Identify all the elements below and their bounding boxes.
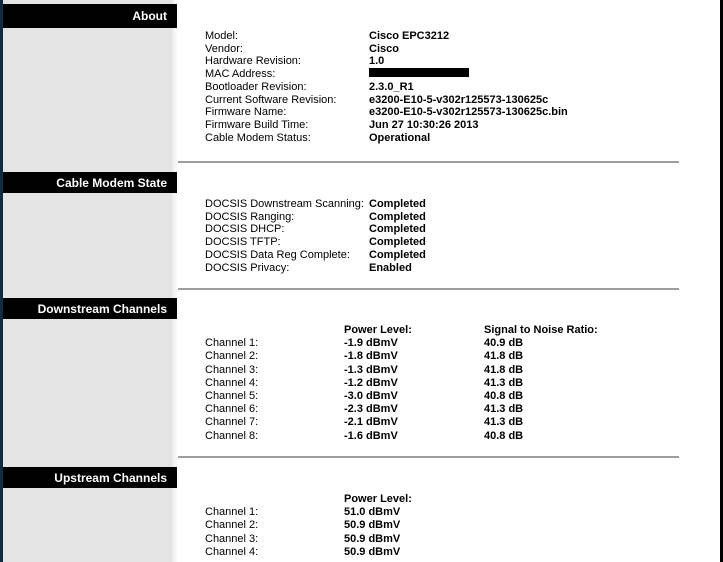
section-separator bbox=[178, 288, 679, 290]
field-label: Current Software Revision: bbox=[205, 93, 337, 106]
field-value: Completed bbox=[369, 198, 426, 210]
kv-row bbox=[205, 106, 568, 119]
downstream-channels-section bbox=[205, 324, 598, 443]
channel-snr-value: 41.3 dB bbox=[484, 403, 524, 416]
power-level-header: Power Level: bbox=[344, 493, 412, 505]
section-separator bbox=[178, 161, 679, 163]
channel-label: Channel 1: bbox=[205, 337, 259, 350]
channel-snr-value: 41.3 dB bbox=[484, 376, 524, 389]
field-value: e3200-E10-5-v302r125573-130625c bbox=[369, 93, 549, 106]
channel-label: Channel 4: bbox=[205, 376, 259, 389]
field-value: e3200-E10-5-v302r125573-130625c.bin bbox=[369, 106, 568, 119]
field-label: Firmware Build Time: bbox=[205, 118, 309, 131]
channel-power-value: -2.3 dBmV bbox=[344, 403, 398, 416]
kv-row bbox=[205, 211, 426, 224]
field-label: DOCSIS DHCP: bbox=[205, 223, 285, 236]
cable-modem-state-section bbox=[205, 198, 426, 274]
field-value: 1.0 bbox=[369, 55, 385, 68]
channel-snr-value: 40.9 dB bbox=[484, 337, 524, 350]
channel-snr-value: 41.8 dB bbox=[484, 350, 524, 363]
snr-header: Signal to Noise Ratio: bbox=[484, 324, 598, 336]
downstream-rows bbox=[205, 337, 598, 443]
field-value: Completed bbox=[369, 223, 426, 236]
field-label: Bootloader Revision: bbox=[205, 80, 307, 93]
section-header-about: About bbox=[3, 4, 177, 28]
section-header-cable-modem-state: Cable Modem State bbox=[3, 172, 177, 193]
kv-row bbox=[205, 119, 568, 132]
about-section bbox=[205, 30, 568, 144]
table-header-row bbox=[205, 493, 484, 506]
table-row bbox=[205, 533, 484, 546]
table-row bbox=[205, 430, 598, 443]
table-row bbox=[205, 546, 484, 559]
kv-row bbox=[205, 94, 568, 107]
upstream-channels-section bbox=[205, 493, 484, 559]
channel-label: Channel 7: bbox=[205, 416, 259, 429]
channel-label: Channel 3: bbox=[205, 532, 259, 545]
section-header-upstream-channels: Upstream Channels bbox=[3, 467, 177, 488]
field-label: Model: bbox=[205, 30, 239, 42]
field-label: DOCSIS Downstream Scanning: bbox=[205, 198, 364, 210]
channel-power-value: 50.9 dBmV bbox=[344, 532, 401, 545]
field-label: DOCSIS Privacy: bbox=[205, 261, 290, 274]
kv-row bbox=[205, 55, 568, 68]
section-separator bbox=[178, 456, 679, 458]
channel-power-value: -1.9 dBmV bbox=[344, 337, 398, 350]
channel-snr-value: 41.3 dB bbox=[484, 416, 524, 429]
channel-power-value: 51.0 dBmV bbox=[344, 506, 401, 519]
channel-label: Channel 1: bbox=[205, 506, 259, 519]
channel-label: Channel 2: bbox=[205, 519, 259, 532]
field-label: DOCSIS Data Reg Complete: bbox=[205, 248, 350, 261]
channel-label: Channel 4: bbox=[205, 545, 259, 558]
state-rows bbox=[205, 198, 426, 274]
table-row bbox=[205, 364, 598, 377]
power-level-header: Power Level: bbox=[344, 324, 412, 336]
table-row bbox=[205, 350, 598, 363]
field-label: DOCSIS Ranging: bbox=[205, 210, 295, 223]
channel-label: Channel 8: bbox=[205, 429, 259, 442]
upstream-rows bbox=[205, 506, 484, 559]
kv-row bbox=[205, 81, 568, 94]
channel-snr-value: 40.8 dB bbox=[484, 390, 524, 403]
kv-row bbox=[205, 262, 426, 275]
field-label: MAC Address: bbox=[205, 68, 276, 81]
field-value: Completed bbox=[369, 248, 426, 261]
field-value: Jun 27 10:30:26 2013 bbox=[369, 118, 479, 131]
field-value: Completed bbox=[369, 210, 426, 223]
channel-label: Channel 5: bbox=[205, 390, 259, 403]
field-value: 2.3.0_R1 bbox=[369, 80, 414, 93]
table-row bbox=[205, 506, 484, 519]
field-value bbox=[369, 68, 469, 77]
channel-power-value: 50.9 dBmV bbox=[344, 545, 401, 558]
table-row bbox=[205, 377, 598, 390]
channel-power-value: 50.9 dBmV bbox=[344, 519, 401, 532]
field-value: Cisco EPC3212 bbox=[369, 30, 450, 42]
channel-snr-value: 40.8 dB bbox=[484, 429, 524, 442]
kv-row bbox=[205, 68, 568, 81]
field-value: Enabled bbox=[369, 261, 412, 274]
channel-power-value: -2.1 dBmV bbox=[344, 416, 398, 429]
field-label: Vendor: bbox=[205, 42, 243, 55]
kv-row bbox=[205, 198, 426, 211]
field-value: Operational bbox=[369, 131, 431, 144]
table-row bbox=[205, 390, 598, 403]
table-row bbox=[205, 403, 598, 416]
kv-row bbox=[205, 223, 426, 236]
channel-label: Channel 6: bbox=[205, 403, 259, 416]
table-row bbox=[205, 416, 598, 429]
channel-power-value: -1.3 dBmV bbox=[344, 363, 398, 376]
field-label: DOCSIS TFTP: bbox=[205, 236, 281, 249]
channel-label: Channel 3: bbox=[205, 363, 259, 376]
about-rows bbox=[205, 30, 568, 144]
channel-snr-value: 41.8 dB bbox=[484, 363, 524, 376]
kv-row bbox=[205, 132, 568, 145]
channel-label: Channel 2: bbox=[205, 350, 259, 363]
channel-power-value: -1.8 dBmV bbox=[344, 350, 398, 363]
table-header-row bbox=[205, 324, 598, 337]
kv-row bbox=[205, 236, 426, 249]
kv-row bbox=[205, 249, 426, 262]
field-value: Completed bbox=[369, 236, 426, 249]
channel-power-value: -3.0 dBmV bbox=[344, 390, 398, 403]
field-value: Cisco bbox=[369, 42, 399, 55]
field-label: Cable Modem Status: bbox=[205, 131, 311, 144]
table-row bbox=[205, 337, 598, 350]
section-header-downstream-channels: Downstream Channels bbox=[3, 298, 177, 319]
kv-row bbox=[205, 43, 568, 56]
table-row bbox=[205, 519, 484, 532]
channel-power-value: -1.6 dBmV bbox=[344, 429, 398, 442]
kv-row bbox=[205, 30, 568, 43]
field-label: Hardware Revision: bbox=[205, 55, 301, 68]
channel-power-value: -1.2 dBmV bbox=[344, 376, 398, 389]
field-label: Firmware Name: bbox=[205, 106, 287, 119]
